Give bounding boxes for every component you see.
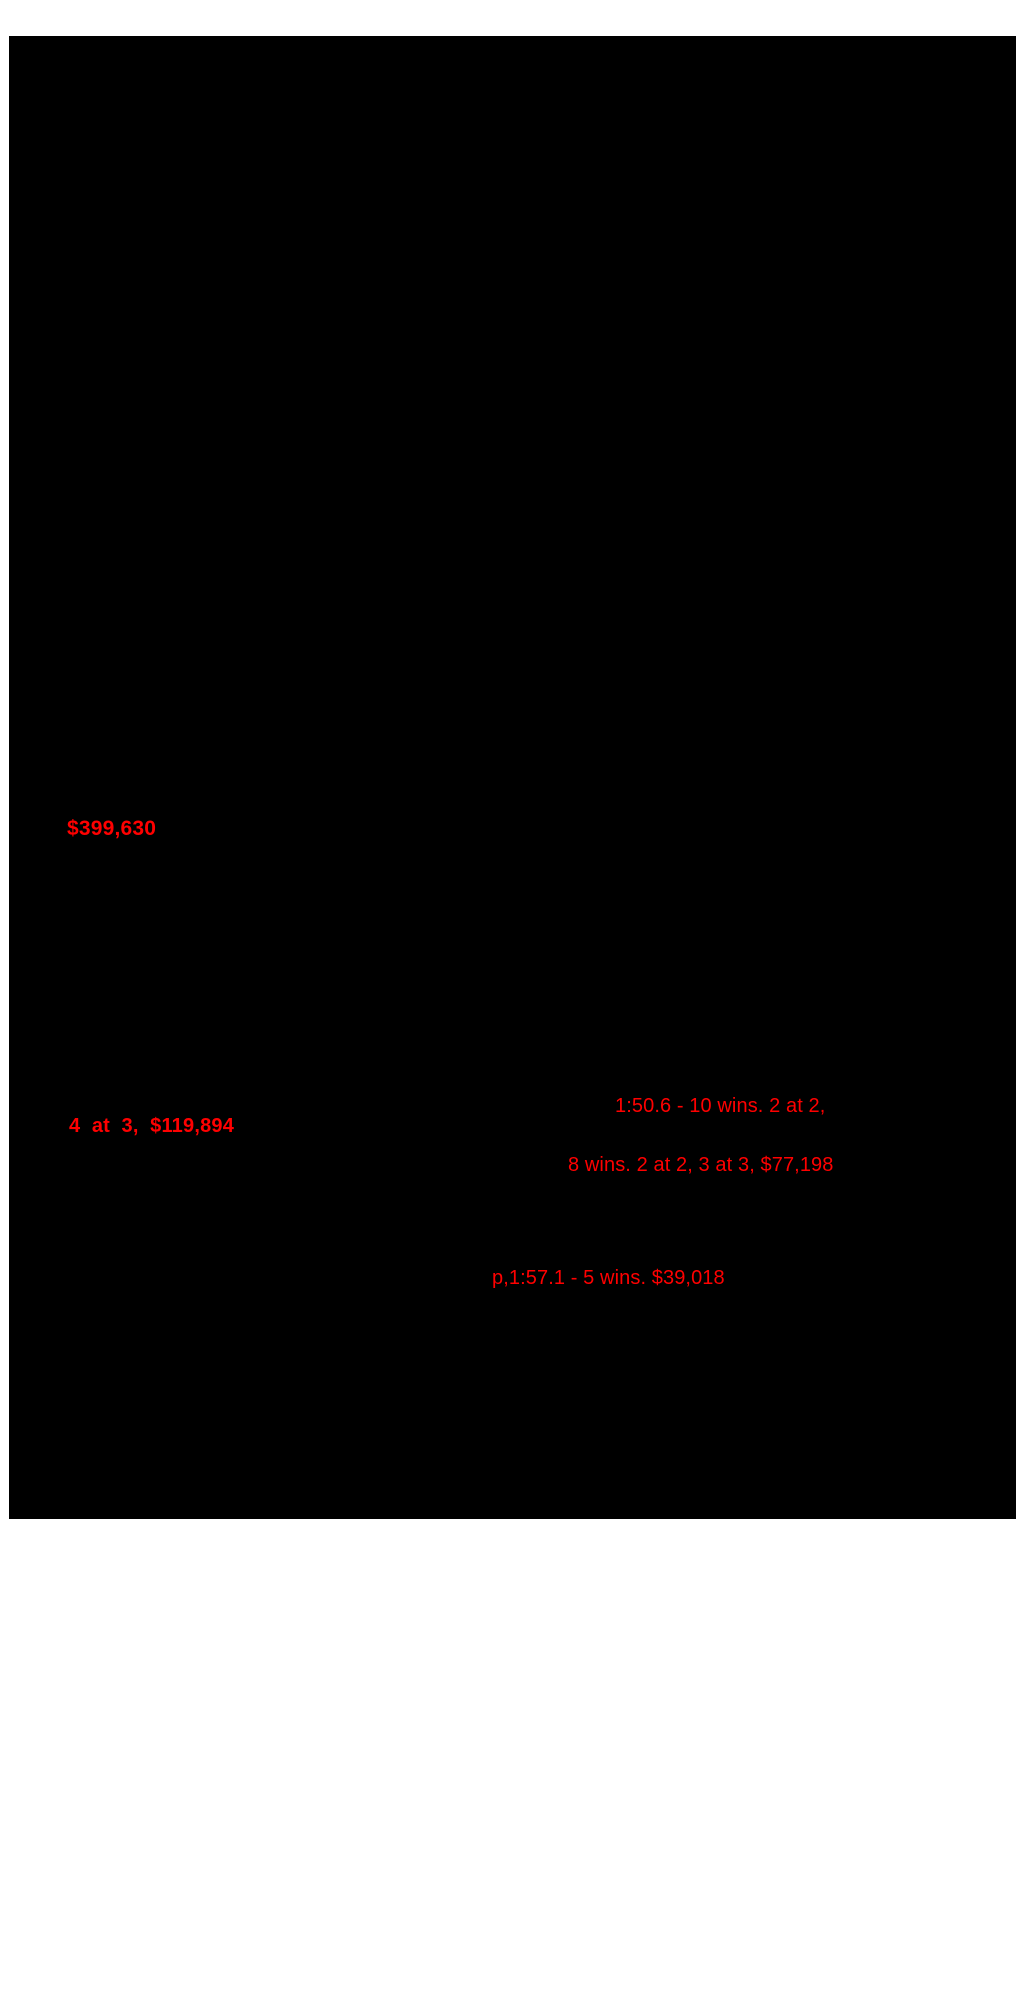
ocr-text-record-line-right-2: 8 wins. 2 at 2, 3 at 3, $77,198 [568, 1154, 834, 1176]
ocr-text-record-line-right-3: p,1:57.1 - 5 wins. $39,018 [492, 1267, 725, 1289]
scanned-document-image [9, 36, 1016, 1519]
ocr-text-earnings-total: $399,630 [67, 817, 157, 840]
ocr-text-record-line-right-1: 1:50.6 - 10 wins. 2 at 2, [615, 1095, 826, 1117]
ocr-text-record-line-left: 4 at 3, $119,894 [69, 1115, 235, 1137]
